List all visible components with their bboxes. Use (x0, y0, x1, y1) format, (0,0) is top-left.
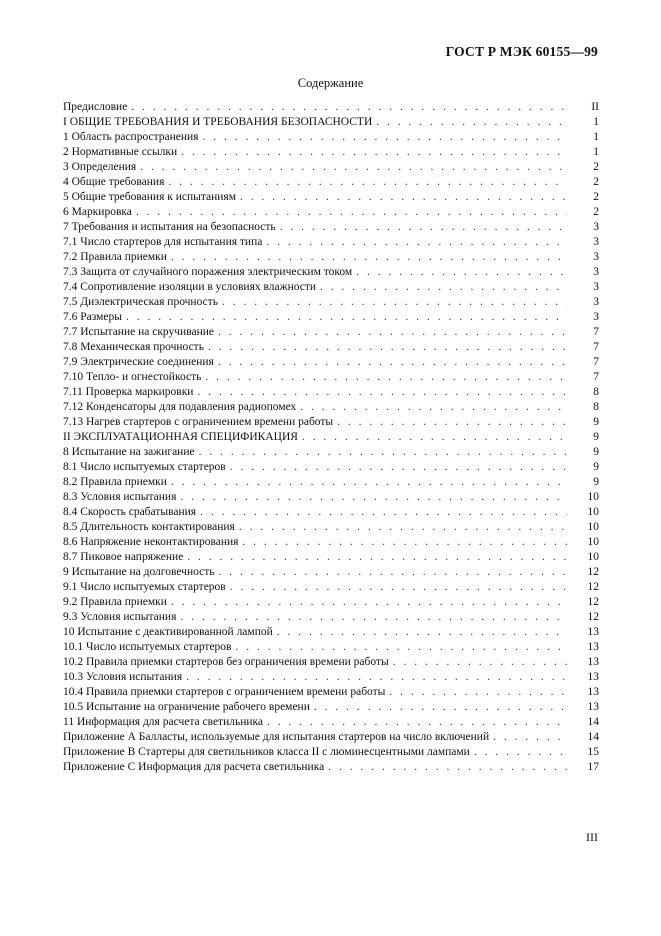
toc-entry-page: 10 (587, 521, 599, 533)
toc-row (63, 221, 599, 236)
toc-row (63, 596, 599, 611)
toc-entry-label: 8.2 Правила приемки (63, 476, 167, 488)
toc-entry-label: 7.11 Проверка маркировки (63, 386, 194, 398)
toc-entry-label: 11 Информация для расчета светильника (63, 716, 264, 728)
toc-row (63, 671, 599, 686)
toc-entry-label: 5 Общие требования к испытаниям (63, 191, 236, 203)
toc-row (63, 311, 599, 326)
toc-entry-label: 7.8 Механическая прочность (63, 341, 204, 353)
toc-row (63, 251, 599, 266)
toc-entry-page: 1 (593, 146, 599, 158)
toc-entry-label: 7.10 Тепло- и огнестойкость (63, 371, 202, 383)
toc-row (63, 341, 599, 356)
toc-entry-label: 1 Область распространения (63, 131, 199, 143)
toc-entry-page: 8 (593, 386, 599, 398)
toc-row (63, 356, 599, 371)
toc-entry-page: 13 (587, 686, 599, 698)
toc-entry-page: 9 (593, 461, 599, 473)
toc-row (63, 326, 599, 341)
toc-entry-label: 7.12 Конденсаторы для подавления радиопомех (63, 401, 297, 413)
toc-entry-label: 7.1 Число стартеров для испытания типа (63, 236, 263, 248)
toc-entry-page: 7 (593, 371, 599, 383)
toc-row (63, 536, 599, 551)
toc-entry-label: 6 Маркировка (63, 206, 132, 218)
toc-row (63, 191, 599, 206)
toc-entry-label: 8.1 Число испытуемых стартеров (63, 461, 226, 473)
toc-entry-page: 12 (587, 596, 599, 608)
toc-entry-label: Приложение С Информация для расчета светильника (63, 761, 325, 773)
toc-entry-page: 3 (593, 281, 599, 293)
toc-entry-page: 14 (587, 731, 599, 743)
toc-entry-page: 17 (587, 761, 599, 773)
toc-entry-page: 1 (593, 116, 599, 128)
page-title: Содержание (297, 76, 364, 90)
toc-entry-label: 7.6 Размеры (63, 311, 122, 323)
toc-row (63, 431, 599, 446)
toc-entry-page: II (591, 101, 599, 113)
toc-row (63, 581, 599, 596)
toc-entry-page: 14 (587, 716, 599, 728)
toc-row (63, 281, 599, 296)
toc-entry-label: Приложение В Стартеры для светильников класса II с люминесцентными лампами (63, 746, 470, 758)
toc-entry-page: 13 (587, 626, 599, 638)
toc-row (63, 116, 599, 131)
toc-entry-page: 3 (593, 311, 599, 323)
toc-entry-label: 8.5 Длительность контактирования (63, 521, 235, 533)
toc-entry-page: 7 (593, 326, 599, 338)
toc-entry-page: 3 (593, 296, 599, 308)
toc-row (63, 401, 599, 416)
toc-entry-label: 10.3 Условия испытания (63, 671, 183, 683)
toc-entry-page: 7 (593, 356, 599, 368)
toc-entry-page: 3 (593, 236, 599, 248)
toc-row (63, 371, 599, 386)
toc-row (63, 731, 599, 746)
toc-row (63, 161, 599, 176)
toc-entry-label: 8.3 Условия испытания (63, 491, 177, 503)
toc-entry-label: 7.5 Диэлектрическая прочность (63, 296, 218, 308)
document-header: ГОСТ Р МЭК 60155—99 (445, 44, 598, 59)
toc-entry-label: 8 Испытание на зажигание (63, 446, 195, 458)
toc-row (63, 236, 599, 251)
toc-entry-page: 3 (593, 266, 599, 278)
toc-entry-page: 2 (593, 176, 599, 188)
toc-row (63, 551, 599, 566)
toc-entry-label: 10 Испытание с деактивированной лампой (63, 626, 273, 638)
toc-row (63, 461, 599, 476)
toc-entry-page: 1 (593, 131, 599, 143)
toc-entry-label: 10.5 Испытание на ограничение рабочего времени (63, 701, 310, 713)
toc-entry-label: 9.2 Правила приемки (63, 596, 167, 608)
toc-row (63, 566, 599, 581)
toc-entry-label: 9 Испытание на долговечность (63, 566, 215, 578)
toc-entry-label: Приложение А Балласты, используемые для испытания стартеров на число включений (63, 731, 490, 743)
toc-row (63, 386, 599, 401)
toc-row (63, 716, 599, 731)
toc-entry-label: 7 Требования и испытания на безопасность (63, 221, 276, 233)
toc-entry-page: 15 (587, 746, 599, 758)
toc-entry-page: 10 (587, 551, 599, 563)
toc-entry-page: 10 (587, 536, 599, 548)
toc-entry-label: 7.2 Правила приемки (63, 251, 167, 263)
toc-entry-page: 12 (587, 611, 599, 623)
toc-entry-page: 2 (593, 161, 599, 173)
toc-entry-label: 10.1 Число испытуемых стартеров (63, 641, 232, 653)
toc-row (63, 446, 599, 461)
toc-entry-page: 9 (593, 446, 599, 458)
toc-row (63, 761, 599, 776)
toc-entry-label: 4 Общие требования (63, 176, 165, 188)
toc-entry-label: 3 Определения (63, 161, 137, 173)
toc-entry-page: 13 (587, 701, 599, 713)
toc-entry-label: II ЭКСПЛУАТАЦИОННАЯ СПЕЦИФИКАЦИЯ (63, 431, 298, 443)
toc-entry-label: 8.7 Пиковое напряжение (63, 551, 184, 563)
toc-row (63, 656, 599, 671)
toc-row (63, 611, 599, 626)
toc-row (63, 701, 599, 716)
toc-entry-label: 8.4 Скорость срабатывания (63, 506, 197, 518)
toc-entry-page: 13 (587, 641, 599, 653)
page-number: III (586, 830, 598, 844)
toc-row (63, 266, 599, 281)
toc-entry-page: 9 (593, 416, 599, 428)
toc-row (63, 506, 599, 521)
toc-row (63, 101, 599, 116)
toc-entry-label: 9.1 Число испытуемых стартеров (63, 581, 226, 593)
toc-entry-label: 7.7 Испытание на скручивание (63, 326, 215, 338)
toc-entry-page: 2 (593, 206, 599, 218)
toc-entry-page: 9 (593, 431, 599, 443)
toc-entry-label: 7.9 Электрические соединения (63, 356, 214, 368)
toc-entry-page: 2 (593, 191, 599, 203)
toc-entry-page: 7 (593, 341, 599, 353)
toc-entry-label: 7.4 Сопротивление изоляции в условиях влажности (63, 281, 317, 293)
toc-entry-page: 12 (587, 566, 599, 578)
toc-row (63, 296, 599, 311)
toc-row (63, 206, 599, 221)
toc-entry-label: Предисловие (63, 101, 128, 113)
toc-entry-label: 10.4 Правила приемки стартеров с ограничением времени работы (63, 686, 386, 698)
toc-entry-label: 7.3 Защита от случайного поражения электрическим током (63, 266, 353, 278)
toc-row (63, 521, 599, 536)
toc-row (63, 176, 599, 191)
toc-entry-label: 9.3 Условия испытания (63, 611, 177, 623)
toc-row (63, 626, 599, 641)
toc-entry-page: 9 (593, 476, 599, 488)
toc-row (63, 686, 599, 701)
toc-row (63, 146, 599, 161)
toc-entry-label: 7.13 Нагрев стартеров с ограничением времени работы (63, 416, 334, 428)
toc-entry-label: 8.6 Напряжение неконтактирования (63, 536, 239, 548)
toc-row (63, 641, 599, 656)
toc-entry-page: 10 (587, 491, 599, 503)
toc-entry-page: 3 (593, 251, 599, 263)
toc-row (63, 416, 599, 431)
table-of-contents (63, 101, 599, 776)
toc-entry-label: I ОБЩИЕ ТРЕБОВАНИЯ И ТРЕБОВАНИЯ БЕЗОПАСНОСТИ (63, 116, 373, 128)
toc-row (63, 746, 599, 761)
toc-entry-page: 3 (593, 221, 599, 233)
toc-entry-page: 12 (587, 581, 599, 593)
toc-entry-page: 13 (587, 671, 599, 683)
toc-entry-page: 10 (587, 506, 599, 518)
toc-row (63, 476, 599, 491)
toc-entry-page: 8 (593, 401, 599, 413)
toc-row (63, 491, 599, 506)
toc-entry-page: 13 (587, 656, 599, 668)
toc-entry-label: 10.2 Правила приемки стартеров без ограничения времени работы (63, 656, 389, 668)
toc-row (63, 131, 599, 146)
toc-entry-label: 2 Нормативные ссылки (63, 146, 178, 158)
